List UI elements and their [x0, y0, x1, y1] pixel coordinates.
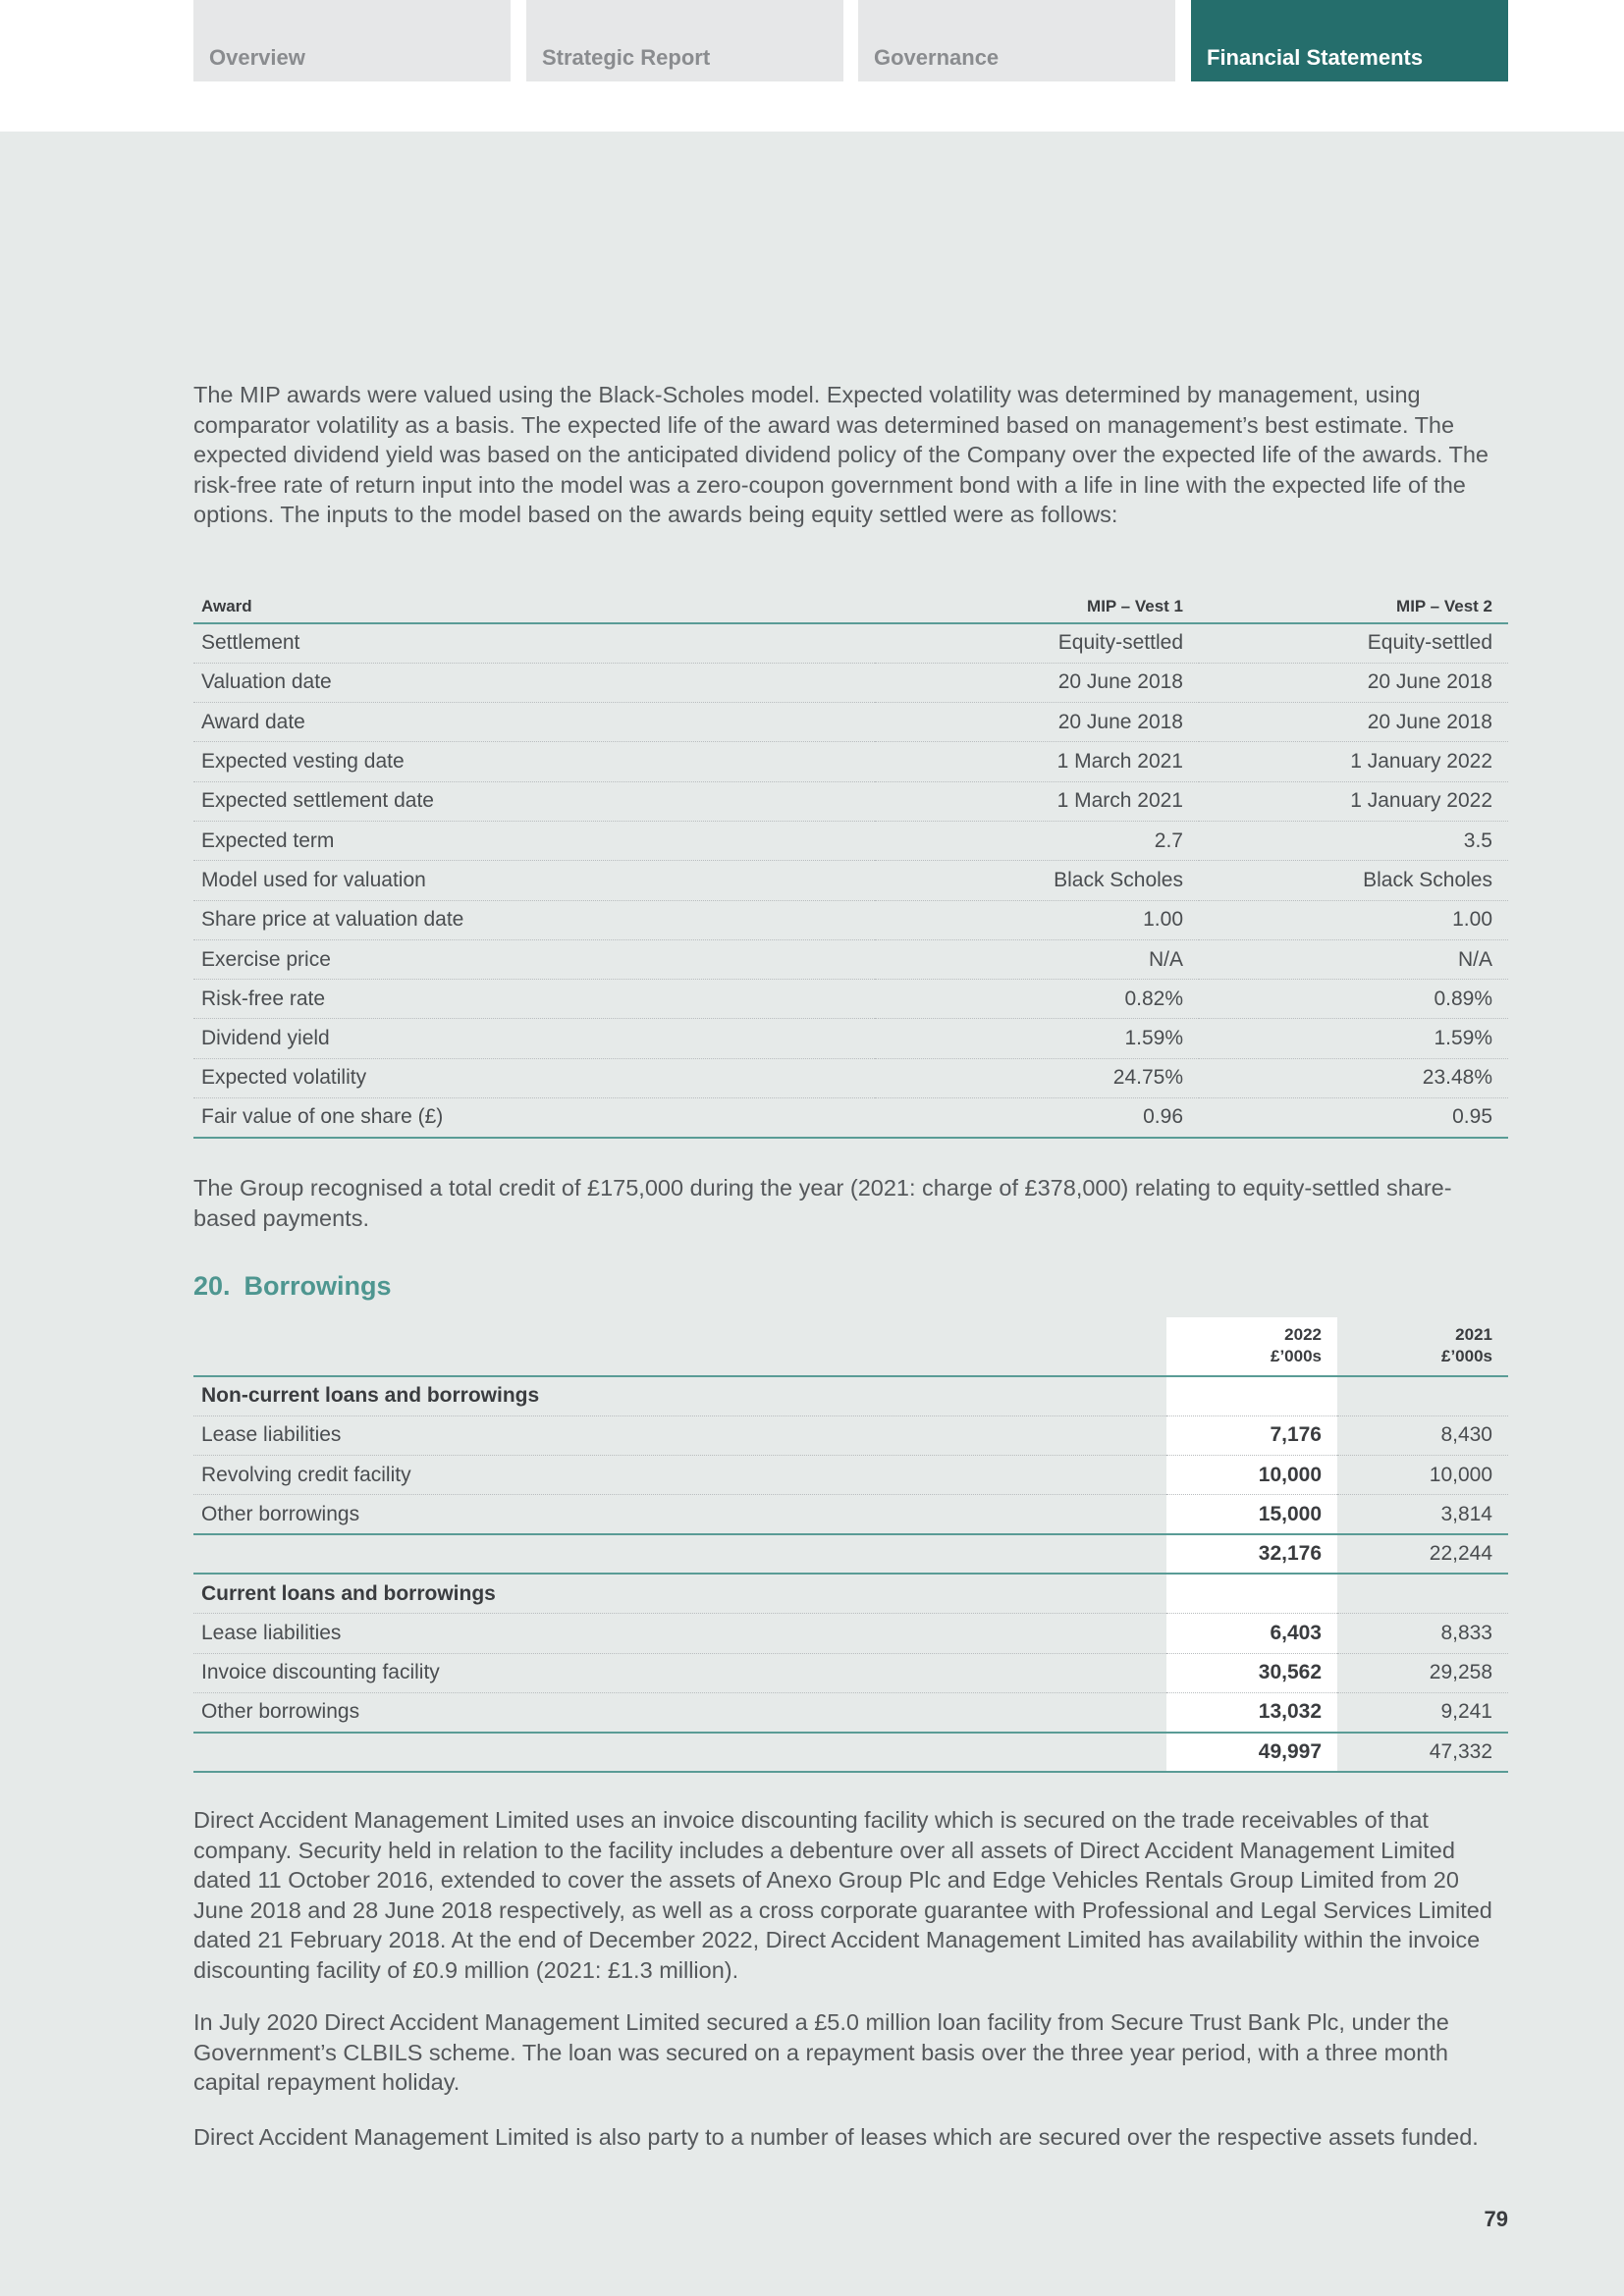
share-based-payment-paragraph: The Group recognised a total credit of £175,000 during the year (2021: charge of £378,000) relating to equity-settled share-based payments. — [193, 1175, 1452, 1231]
table-row — [193, 821, 1508, 860]
column-header-2022 — [1166, 1317, 1337, 1376]
tab-governance[interactable]: Governance — [858, 0, 1175, 81]
tab-strategic-report[interactable]: Strategic Report — [526, 0, 843, 81]
vest-1-value: 24.75% — [875, 1058, 1199, 1097]
table-row — [193, 1692, 1508, 1732]
table-row — [193, 742, 1508, 781]
value-2021: 9,241 — [1337, 1692, 1508, 1732]
mip-inputs-table — [193, 589, 1508, 1139]
row-label: Lease liabilities — [193, 1415, 1166, 1455]
value-2021: 8,430 — [1337, 1415, 1508, 1455]
total-row — [193, 1534, 1508, 1574]
unit-2022-label: £’000s — [1271, 1347, 1322, 1365]
empty-cell-2022 — [1166, 1376, 1337, 1415]
row-label: Expected volatility — [193, 1058, 875, 1097]
vest-2-value: 1 January 2022 — [1199, 742, 1508, 781]
row-label: Model used for valuation — [193, 861, 875, 900]
column-header-vest-1: MIP – Vest 1 — [875, 589, 1199, 623]
borrowings-table — [193, 1317, 1508, 1773]
table-row — [193, 703, 1508, 742]
row-label: Fair value of one share (£) — [193, 1098, 875, 1138]
tab-financial-statements[interactable]: Financial Statements — [1191, 0, 1508, 81]
row-label: Invoice discounting facility — [193, 1653, 1166, 1692]
vest-2-value: 0.89% — [1199, 980, 1508, 1019]
row-label: Share price at valuation date — [193, 900, 875, 939]
vest-1-value: 1 March 2021 — [875, 781, 1199, 821]
vest-1-value: 1.00 — [875, 900, 1199, 939]
section-number: 20. — [193, 1271, 231, 1301]
vest-1-value: N/A — [875, 939, 1199, 979]
vest-1-value: Equity-settled — [875, 623, 1199, 663]
value-2022: 6,403 — [1166, 1614, 1337, 1653]
value-2021: 10,000 — [1337, 1456, 1508, 1495]
vest-1-value: Black Scholes — [875, 861, 1199, 900]
row-label: Other borrowings — [193, 1495, 1166, 1534]
mip-valuation-paragraph: The MIP awards were valued using the Black-Scholes model. Expected volatility was determined by management, using comparator volatility as a basis. The expected life of the award was determined based on management’s best estimate. The expected dividend yield was based on the anticipated dividend policy of the Company over the expected life of the awards. The risk-free rate of return input into the model was a zero-coupon government bond with a life in line with the expected life of the options. The inputs to the model based on the awards being equity settled were as follows: — [193, 382, 1489, 527]
vest-2-value: 1 January 2022 — [1199, 781, 1508, 821]
vest-2-value: 0.95 — [1199, 1098, 1508, 1138]
vest-2-value: 1.59% — [1199, 1019, 1508, 1058]
total-label-blank — [193, 1534, 1166, 1574]
total-2022: 49,997 — [1166, 1733, 1337, 1772]
table-row — [193, 980, 1508, 1019]
leases-paragraph: Direct Accident Management Limited is also party to a number of leases which are secured over the respective assets funded. — [193, 2124, 1479, 2150]
vest-2-value: Equity-settled — [1199, 623, 1508, 663]
table-header-row — [193, 1317, 1508, 1376]
group-heading: Non-current loans and borrowings — [193, 1376, 1166, 1415]
value-2022: 15,000 — [1166, 1495, 1337, 1534]
column-header-blank — [193, 1317, 1166, 1376]
row-label: Award date — [193, 703, 875, 742]
vest-2-value: N/A — [1199, 939, 1508, 979]
table-row — [193, 663, 1508, 702]
table-row — [193, 861, 1508, 900]
table-header-row — [193, 589, 1508, 623]
column-header-award: Award — [193, 589, 875, 623]
section-title: Borrowings — [244, 1271, 392, 1301]
value-2021: 29,258 — [1337, 1653, 1508, 1692]
total-label-blank — [193, 1733, 1166, 1772]
vest-1-value: 1 March 2021 — [875, 742, 1199, 781]
year-2021-label: 2021 — [1455, 1325, 1492, 1344]
total-2021: 47,332 — [1337, 1733, 1508, 1772]
value-2022: 30,562 — [1166, 1653, 1337, 1692]
value-2022: 7,176 — [1166, 1415, 1337, 1455]
column-header-vest-2: MIP – Vest 2 — [1199, 589, 1508, 623]
row-label: Other borrowings — [193, 1692, 1166, 1732]
empty-cell-2022 — [1166, 1574, 1337, 1613]
row-label: Dividend yield — [193, 1019, 875, 1058]
borrowings-table-body — [193, 1376, 1508, 1772]
total-row — [193, 1733, 1508, 1772]
year-2022-label: 2022 — [1284, 1325, 1322, 1344]
table-row — [193, 1614, 1508, 1653]
row-label: Expected settlement date — [193, 781, 875, 821]
vest-1-value: 0.82% — [875, 980, 1199, 1019]
table-row — [193, 1456, 1508, 1495]
row-label: Settlement — [193, 623, 875, 663]
vest-1-value: 20 June 2018 — [875, 703, 1199, 742]
vest-1-value: 0.96 — [875, 1098, 1199, 1138]
value-2021: 3,814 — [1337, 1495, 1508, 1534]
non-current-heading-row — [193, 1376, 1508, 1415]
row-label: Lease liabilities — [193, 1614, 1166, 1653]
empty-cell-2021 — [1337, 1574, 1508, 1613]
current-heading-row — [193, 1574, 1508, 1613]
loan-facility-paragraph: In July 2020 Direct Accident Management Limited secured a £5.0 million loan facility from Secure Trust Bank Plc, under the Government’s CLBILS scheme. The loan was secured on a repayment basis over the three year period, with a three month capital repayment holiday. — [193, 2009, 1449, 2095]
table-row — [193, 623, 1508, 663]
table-row — [193, 1098, 1508, 1138]
row-label: Expected vesting date — [193, 742, 875, 781]
table-row — [193, 781, 1508, 821]
column-header-2021 — [1337, 1317, 1508, 1376]
mip-inputs-table-wrapper — [193, 589, 1508, 1139]
table-row — [193, 1058, 1508, 1097]
value-2021: 8,833 — [1337, 1614, 1508, 1653]
vest-2-value: 23.48% — [1199, 1058, 1508, 1097]
table-row — [193, 1019, 1508, 1058]
table-row — [193, 1415, 1508, 1455]
vest-2-value: Black Scholes — [1199, 861, 1508, 900]
table-row — [193, 1495, 1508, 1534]
total-2021: 22,244 — [1337, 1534, 1508, 1574]
mip-table-body — [193, 623, 1508, 1138]
table-row — [193, 939, 1508, 979]
row-label: Risk-free rate — [193, 980, 875, 1019]
table-row — [193, 1653, 1508, 1692]
vest-2-value: 20 June 2018 — [1199, 663, 1508, 702]
total-2022: 32,176 — [1166, 1534, 1337, 1574]
borrowings-table-wrapper — [193, 1317, 1508, 1773]
row-label: Revolving credit facility — [193, 1456, 1166, 1495]
tab-overview[interactable]: Overview — [193, 0, 511, 81]
invoice-discounting-paragraph: Direct Accident Management Limited uses an invoice discounting facility which is secured on the trade receivables of that company. Security held in relation to the facility includes a debenture over all assets of Direct Accident Management Limited dated 11 October 2016, extended to cover the assets of Anexo Group Plc and Edge Vehicles Rentals Group Limited from 20 June 2018 and 28 June 2018 respectively, as well as a cross corporate guarantee with Professional and Legal Services Limited dated 21 February 2018. At the end of December 2022, Direct Accident Management Limited has availability within the invoice discounting facility of £0.9 million (2021: £1.3 million). — [193, 1807, 1492, 1983]
page-number: 79 — [1484, 2207, 1508, 2231]
vest-1-value: 1.59% — [875, 1019, 1199, 1058]
row-label: Expected term — [193, 821, 875, 860]
unit-2021-label: £’000s — [1441, 1347, 1492, 1365]
row-label: Valuation date — [193, 663, 875, 702]
top-navigation — [0, 0, 1624, 132]
value-2022: 13,032 — [1166, 1692, 1337, 1732]
vest-2-value: 20 June 2018 — [1199, 703, 1508, 742]
vest-2-value: 1.00 — [1199, 900, 1508, 939]
group-heading: Current loans and borrowings — [193, 1574, 1166, 1613]
section-heading-borrowings — [193, 1271, 1508, 1302]
vest-1-value: 20 June 2018 — [875, 663, 1199, 702]
empty-cell-2021 — [1337, 1376, 1508, 1415]
vest-2-value: 3.5 — [1199, 821, 1508, 860]
value-2022: 10,000 — [1166, 1456, 1337, 1495]
table-row — [193, 900, 1508, 939]
vest-1-value: 2.7 — [875, 821, 1199, 860]
row-label: Exercise price — [193, 939, 875, 979]
